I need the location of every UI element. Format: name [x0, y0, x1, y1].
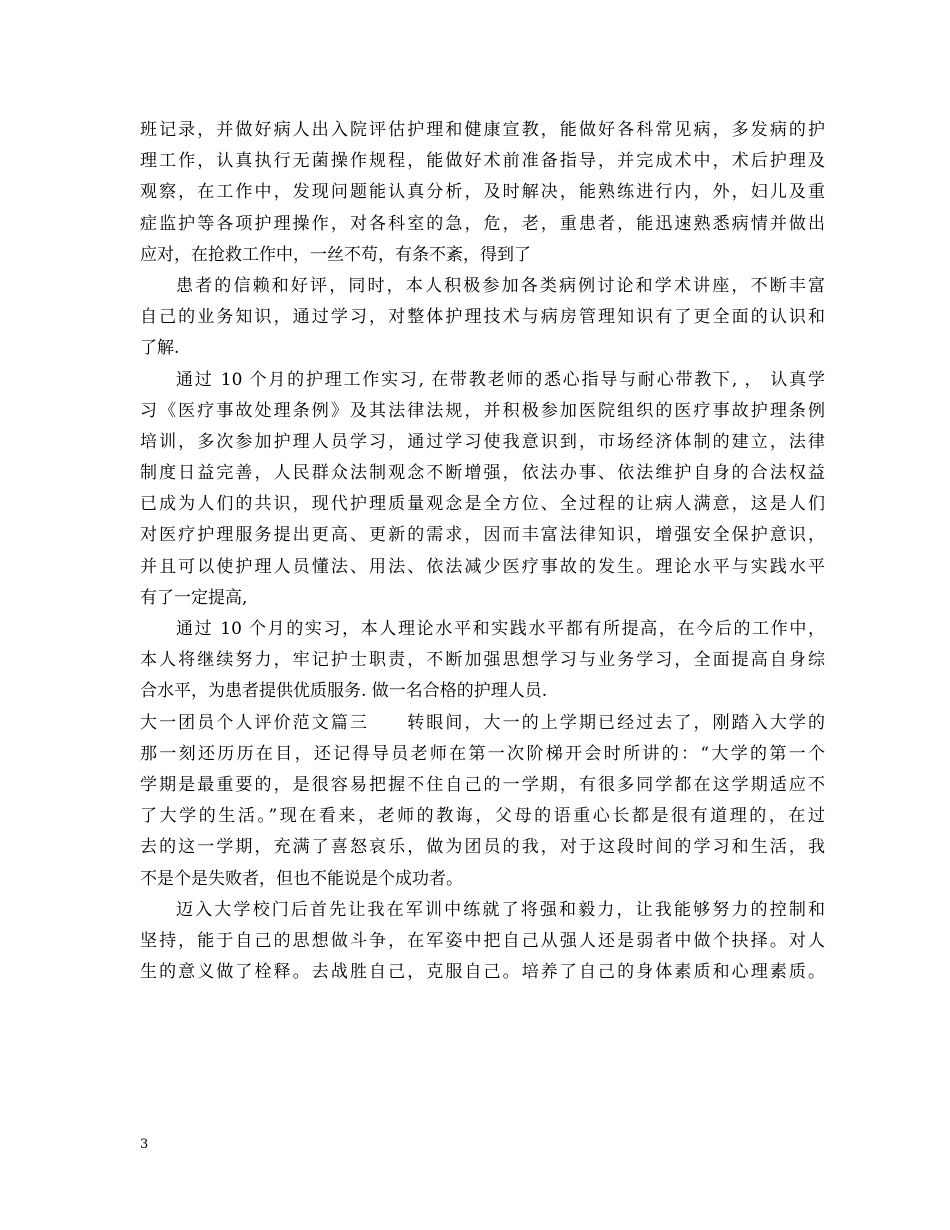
text-line: 有了一定提高,	[140, 587, 248, 608]
text-line: 理工作，认真执行无菌操作规程，能做好术前准备指导，并完成术中，术后护理及	[140, 151, 825, 172]
text-line: 症监护等各项护理操作，对各科室的急，危，老，重患者，能迅速熟悉病情并做出	[140, 213, 825, 234]
text-line: 迈入大学校门后首先让我在军训中练就了将强和毅力，让我能够努力的控制和	[176, 899, 825, 920]
text-line: 已成为人们的共识，现代护理质量观念是全方位、全过程的让病人满意，这是人们	[140, 494, 825, 515]
text-line: 患者的信赖和好评，同时，本人积极参加各类病例讨论和学术讲座，不断丰富	[176, 275, 825, 296]
text-line: 培训，多次参加护理人员学习，通过学习使我意识到，市场经济体制的建立，法律	[140, 431, 825, 452]
text-line: 生的意义做了栓释。去战胜自己，克服自己。培养了自己的身体素质和心理素质。	[140, 962, 825, 983]
text-line: 通过 10 个月的实习，本人理论水平和实践水平都有所提高，在今后的工作中，	[176, 619, 825, 639]
text-line: 学期是最重要的，是很容易把握不住自己的一学期，有很多同学都在这学期适应不	[140, 774, 825, 795]
text-line: 并且可以使护理人员懂法、用法、依法减少医疗事故的发生。理论水平与实践水平	[140, 556, 825, 577]
section-heading-line: 大一团员个人评价范文篇三 转眼间，大一的上学期已经过去了，刚踏入大学的	[140, 712, 825, 733]
text-line: 观察，在工作中，发现问题能认真分析，及时解决，能熟练进行内，外，妇儿及重	[140, 182, 825, 203]
text-line: 班记录，并做好病人出入院评估护理和健康宣教，能做好各科常见病，多发病的护	[140, 120, 825, 140]
text-line: 制度日益完善，人民群众法制观念不断增强，依法办事、依法维护自身的合法权益	[140, 463, 825, 484]
text-line: 本人将继续努力，牢记护士职责，不断加强思想学习与业务学习，全面提高自身综	[140, 650, 825, 671]
text-line: 坚持，能于自己的思想做斗争，在军姿中把自己从强人还是弱者中做个抉择。对人	[140, 930, 825, 951]
text-line: 那一刻还历历在目，还记得导员老师在第一次阶梯开会时所讲的：“大学的第一个	[140, 743, 825, 764]
text-line: 自己的业务知识，通过学习，对整体护理技术与病房管理知识有了更全面的认识和	[140, 307, 825, 328]
text-line: 应对，在抢救工作中，一丝不苟，有条不紊，得到了	[140, 244, 531, 265]
text-line: 了大学的生活。”现在看来，老师的教诲，父母的语重心长都是很有道理的，在过	[140, 806, 825, 827]
page-number: 3	[140, 1137, 149, 1152]
text-line: 合水平，为患者提供优质服务. 做一名合格的护理人员.	[140, 681, 548, 702]
text-line: 去的这一学期，充满了喜怒哀乐，做为团员的我，对于这段时间的学习和生活，我	[140, 837, 825, 858]
text-line: 对医疗护理服务提出更高、更新的需求，因而丰富法律知识，增强安全保护意识，	[140, 525, 825, 546]
document-body	[140, 115, 825, 988]
text-line: 习《医疗事故处理条例》及其法律法规，并积极参加医院组织的医疗事故护理条例	[140, 400, 825, 421]
text-line: 了解.	[140, 338, 180, 359]
text-line: 不是个是失败者，但也不能说是个成功者。	[140, 868, 463, 889]
text-line: 通过 10 个月的护理工作实习, 在带教老师的悉心指导与耐心带教下, ， 认真学	[176, 369, 825, 390]
